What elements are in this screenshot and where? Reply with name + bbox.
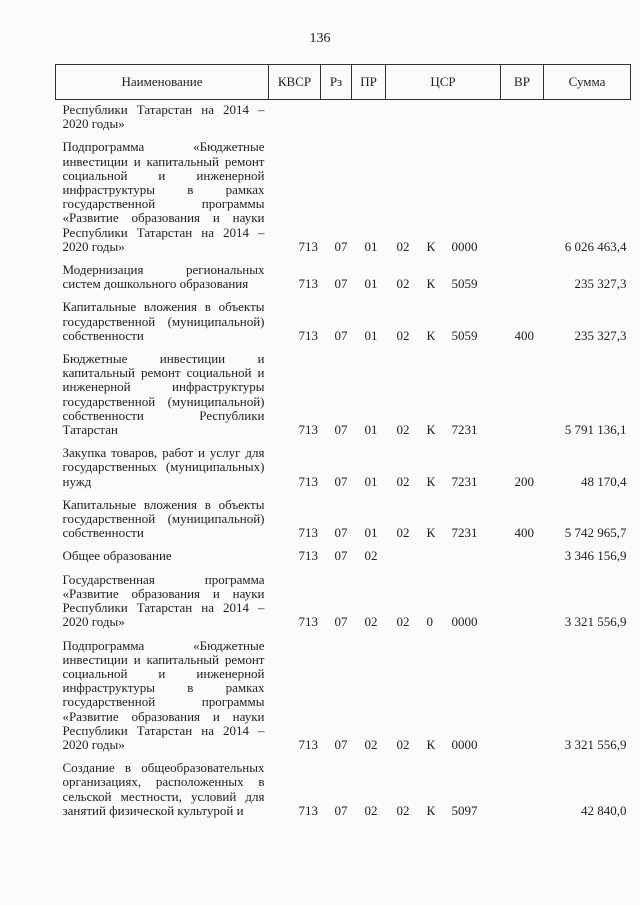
cell-csr-subprogram: К	[426, 276, 436, 292]
cell-name: Капитальные вложения в объекты государственной (муниципальной) собственности	[62, 299, 265, 343]
cell-vr: 400	[514, 525, 534, 541]
cell-name: Бюджетные инвестиции и капитальный ремонт социальной и инженерной инфраструктуры государственной (муниципальной) собственности Республики Татарстан	[62, 351, 265, 438]
cell-vr	[501, 100, 544, 132]
cell-sum: 3 346 156,9	[564, 548, 627, 564]
cell-csr-subprogram: К	[426, 238, 436, 254]
table-row	[56, 254, 631, 291]
cell-rz: 07	[334, 736, 348, 752]
cell-csr-direction: 0000	[451, 614, 478, 630]
column-header-kvsr: КВСР	[269, 65, 321, 100]
cell-csr-program: 02	[396, 473, 410, 489]
table-row	[56, 752, 631, 818]
cell-csr-subprogram: 0	[426, 614, 433, 630]
cell-sum: 42 840,0	[581, 802, 627, 818]
cell-name: Государственная программа «Развитие образования и науки Республики Татарстан на 2014 – 2020 годы»	[62, 571, 265, 630]
column-header-pr: ПР	[352, 65, 386, 100]
cell-name: Модернизация региональных систем дошкольного образования	[62, 262, 265, 292]
cell-kvsr: 713	[298, 614, 318, 630]
cell-kvsr: 713	[298, 736, 318, 752]
cell-csr-direction: 5097	[451, 802, 478, 818]
cell-csr-direction	[444, 100, 501, 132]
cell-sum: 5 791 136,1	[564, 422, 627, 438]
page-number: 136	[309, 31, 331, 46]
cell-sum: 3 321 556,9	[564, 736, 627, 752]
column-header-rz: Рз	[321, 65, 352, 100]
cell-csr-direction: 7231	[451, 525, 478, 541]
cell-sum: 3 321 556,9	[564, 614, 627, 630]
cell-kvsr: 713	[298, 238, 318, 254]
cell-pr	[352, 100, 386, 132]
table-row	[56, 343, 631, 437]
table-row	[56, 291, 631, 343]
cell-vr	[501, 254, 544, 291]
cell-name: Общее образование	[62, 548, 172, 564]
cell-sum: 48 170,4	[581, 473, 627, 489]
cell-kvsr: 713	[298, 473, 318, 489]
cell-vr	[501, 564, 544, 630]
cell-pr: 01	[364, 525, 378, 541]
table-header-row	[56, 65, 631, 100]
cell-rz	[321, 100, 352, 132]
cell-pr: 02	[364, 802, 378, 818]
budget-table	[55, 64, 631, 818]
cell-csr-program: 02	[396, 802, 410, 818]
cell-name: Капитальные вложения в объекты государственной (муниципальной) собственности	[62, 496, 265, 541]
cell-kvsr: 713	[298, 327, 318, 343]
cell-sum: 6 026 463,4	[564, 238, 627, 254]
cell-kvsr: 713	[298, 422, 318, 438]
cell-rz: 07	[334, 473, 348, 489]
cell-pr: 02	[364, 548, 378, 564]
cell-vr	[501, 752, 544, 818]
cell-rz: 07	[334, 525, 348, 541]
cell-rz: 07	[334, 276, 348, 292]
cell-pr: 01	[364, 473, 378, 489]
cell-csr-program: 02	[396, 525, 410, 541]
cell-csr-direction	[444, 540, 501, 563]
cell-pr: 02	[364, 614, 378, 630]
cell-vr	[501, 630, 544, 753]
cell-csr-direction: 5059	[451, 276, 478, 292]
cell-kvsr: 713	[298, 548, 318, 564]
column-header-vr: ВР	[501, 65, 544, 100]
column-header-name: Наименование	[56, 65, 269, 100]
cell-name: Создание в общеобразовательных организациях, расположенных в сельской местности, условий для занятий физической культурой и	[62, 760, 265, 818]
cell-csr-program: 02	[396, 736, 410, 752]
cell-vr: 400	[514, 327, 534, 343]
cell-vr	[501, 343, 544, 437]
cell-kvsr	[269, 100, 321, 132]
cell-csr-subprogram: К	[426, 525, 436, 541]
cell-csr-direction: 0000	[451, 238, 478, 254]
cell-csr-program: 02	[396, 422, 410, 438]
cell-vr	[501, 540, 544, 563]
cell-rz: 07	[334, 327, 348, 343]
cell-name: Подпрограмма «Бюджетные инвестиции и капитальный ремонт социальной и инженерной инфраструктуры в рамках государственной программы «Развитие образования и науки Республики Татарстан на 2014 – 2020 годы»	[62, 637, 265, 752]
cell-sum	[544, 100, 631, 132]
cell-csr-direction: 7231	[451, 422, 478, 438]
cell-csr-program	[386, 100, 422, 132]
cell-rz: 07	[334, 548, 348, 564]
cell-csr-program: 02	[396, 327, 410, 343]
cell-csr-direction: 5059	[451, 327, 478, 343]
cell-kvsr: 713	[298, 276, 318, 292]
cell-name: Закупка товаров, работ и услуг для государственных (муниципальных) нужд	[62, 445, 265, 489]
cell-rz: 07	[334, 614, 348, 630]
cell-name: Республики Татарстан на 2014 – 2020 годы»	[62, 102, 265, 132]
cell-csr-subprogram	[422, 540, 444, 563]
column-header-sum: Сумма	[544, 65, 631, 100]
cell-csr-program: 02	[396, 238, 410, 254]
cell-pr: 02	[364, 736, 378, 752]
cell-csr-program: 02	[396, 614, 410, 630]
table-row	[56, 100, 631, 132]
cell-rz: 07	[334, 238, 348, 254]
cell-rz: 07	[334, 422, 348, 438]
cell-pr: 01	[364, 238, 378, 254]
table-row	[56, 489, 631, 541]
cell-csr-subprogram	[422, 100, 444, 132]
cell-kvsr: 713	[298, 802, 318, 818]
table-row	[56, 540, 631, 563]
cell-pr: 01	[364, 422, 378, 438]
cell-csr-subprogram: К	[426, 327, 436, 343]
cell-csr-subprogram: К	[426, 473, 436, 489]
cell-vr: 200	[514, 473, 534, 489]
cell-csr-program: 02	[396, 276, 410, 292]
column-header-csr: ЦСР	[386, 65, 501, 100]
table-row	[56, 131, 631, 254]
cell-csr-subprogram: К	[426, 736, 436, 752]
table-row	[56, 564, 631, 630]
cell-vr	[501, 131, 544, 254]
cell-kvsr: 713	[298, 525, 318, 541]
table-row	[56, 630, 631, 753]
cell-sum: 5 742 965,7	[564, 525, 627, 541]
cell-rz: 07	[334, 802, 348, 818]
cell-csr-subprogram: К	[426, 422, 436, 438]
cell-pr: 01	[364, 327, 378, 343]
cell-csr-direction: 7231	[451, 473, 478, 489]
cell-csr-program	[386, 540, 422, 563]
cell-name: Подпрограмма «Бюджетные инвестиции и капитальный ремонт социальной и инженерной инфраструктуры в рамках государственной программы «Развитие образования и науки Республики Татарстан на 2014 – 2020 годы»	[62, 139, 265, 254]
cell-pr: 01	[364, 276, 378, 292]
cell-sum: 235 327,3	[574, 327, 627, 343]
cell-sum: 235 327,3	[574, 276, 627, 292]
table-row	[56, 437, 631, 489]
cell-csr-subprogram: К	[426, 802, 436, 818]
cell-csr-direction: 0000	[451, 736, 478, 752]
